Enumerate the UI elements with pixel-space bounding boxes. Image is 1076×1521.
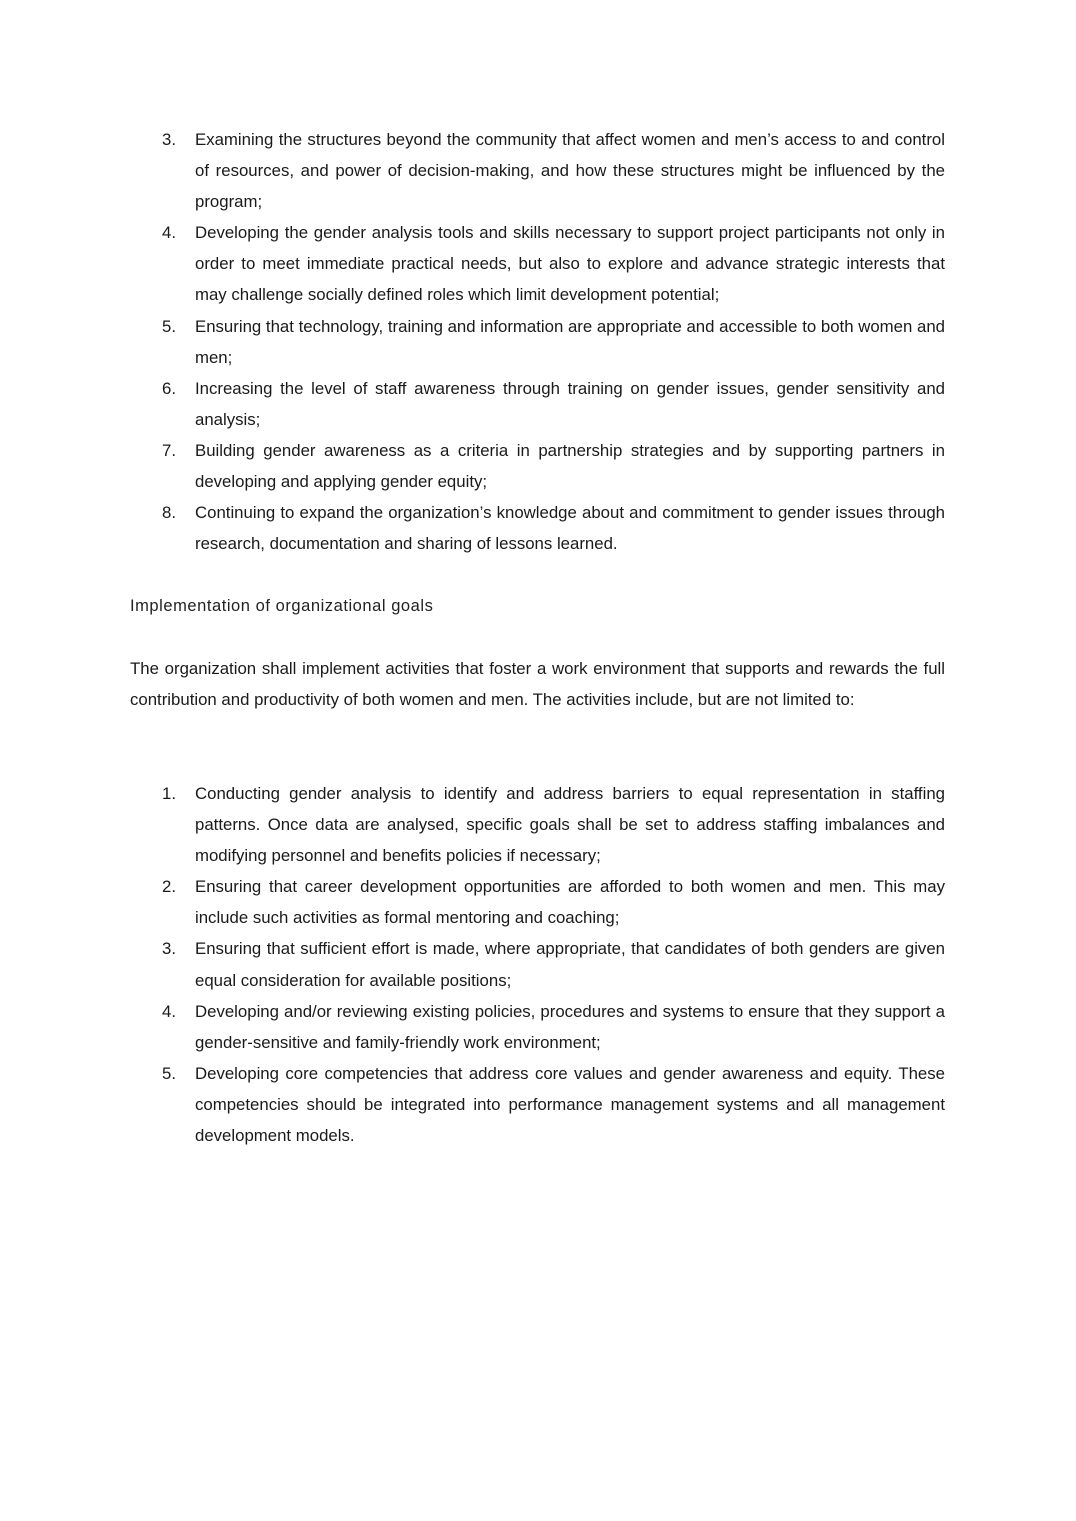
section-heading: Implementation of organizational goals xyxy=(130,597,434,615)
list-item xyxy=(130,373,945,435)
list-item-text: Developing the gender analysis tools and skills necessary to support project participants not only in order to meet immediate practical needs, but also to explore and advance strategic interests that may challenge socially defined roles which limit development potential; xyxy=(195,223,945,305)
list-item xyxy=(130,871,945,933)
list-item-number: 2. xyxy=(162,877,176,897)
list-item-text: Continuing to expand the organization’s knowledge about and commitment to gender issues through research, documentation and sharing of lessons learned. xyxy=(195,503,945,554)
list-item xyxy=(130,311,945,373)
body-paragraph: The organization shall implement activities that foster a work environment that supports and rewards the full contribution and productivity of both women and men. The activities include, but are not limited to: xyxy=(130,659,945,710)
list-item-text: Developing core competencies that address core values and gender awareness and equity. These competencies should be integrated into performance management systems and all management development models. xyxy=(195,1063,945,1146)
list-item xyxy=(130,497,945,559)
list-item-text: Ensuring that technology, training and information are appropriate and accessible to both women and men; xyxy=(195,316,945,367)
list-item-text: Developing and/or reviewing existing policies, procedures and systems to ensure that they support a gender-sensitive and family-friendly work environment; xyxy=(195,1001,945,1052)
list-item-number: 3. xyxy=(162,939,176,959)
numbered-list-objectives xyxy=(130,124,945,559)
list-item-number: 4. xyxy=(162,1001,176,1021)
list-item xyxy=(130,1058,945,1151)
list-item-text: Increasing the level of staff awareness through training on gender issues, gender sensitivity and analysis; xyxy=(195,378,945,429)
list-item xyxy=(130,996,945,1058)
list-item-number: 5. xyxy=(162,316,176,336)
list-item xyxy=(130,933,945,995)
list-item-text: Examining the structures beyond the community that affect women and men’s access to and control of resources, and power of decision-making, and how these structures might be influenced by the program; xyxy=(195,130,945,212)
list-item-number: 7. xyxy=(162,440,176,460)
numbered-list-activities xyxy=(130,778,945,1151)
list-item-text: Building gender awareness as a criteria in partnership strategies and by supporting partners in developing and applying gender equity; xyxy=(195,440,945,492)
list-item-text: Ensuring that sufficient effort is made, where appropriate, that candidates of both genders are given equal consideration for available positions; xyxy=(195,939,945,990)
list-item xyxy=(130,217,945,310)
list-item-text: Conducting gender analysis to identify and address barriers to equal representation in staffing patterns. Once data are analysed, specific goals shall be set to address staffing imbalances and modifying personnel and benefits policies if necessary; xyxy=(195,784,945,866)
list-item-number: 5. xyxy=(162,1063,176,1083)
list-item xyxy=(130,778,945,871)
list-item-number: 3. xyxy=(162,130,176,149)
list-item-text: Ensuring that career development opportunities are afforded to both women and men. This may include such activities as formal mentoring and coaching; xyxy=(195,877,945,928)
list-item xyxy=(130,435,945,497)
list-item-number: 6. xyxy=(162,378,176,398)
list-item-number: 8. xyxy=(162,503,176,523)
list-item-number: 1. xyxy=(162,784,176,803)
list-item-number: 4. xyxy=(162,223,176,243)
list-item xyxy=(130,124,945,217)
